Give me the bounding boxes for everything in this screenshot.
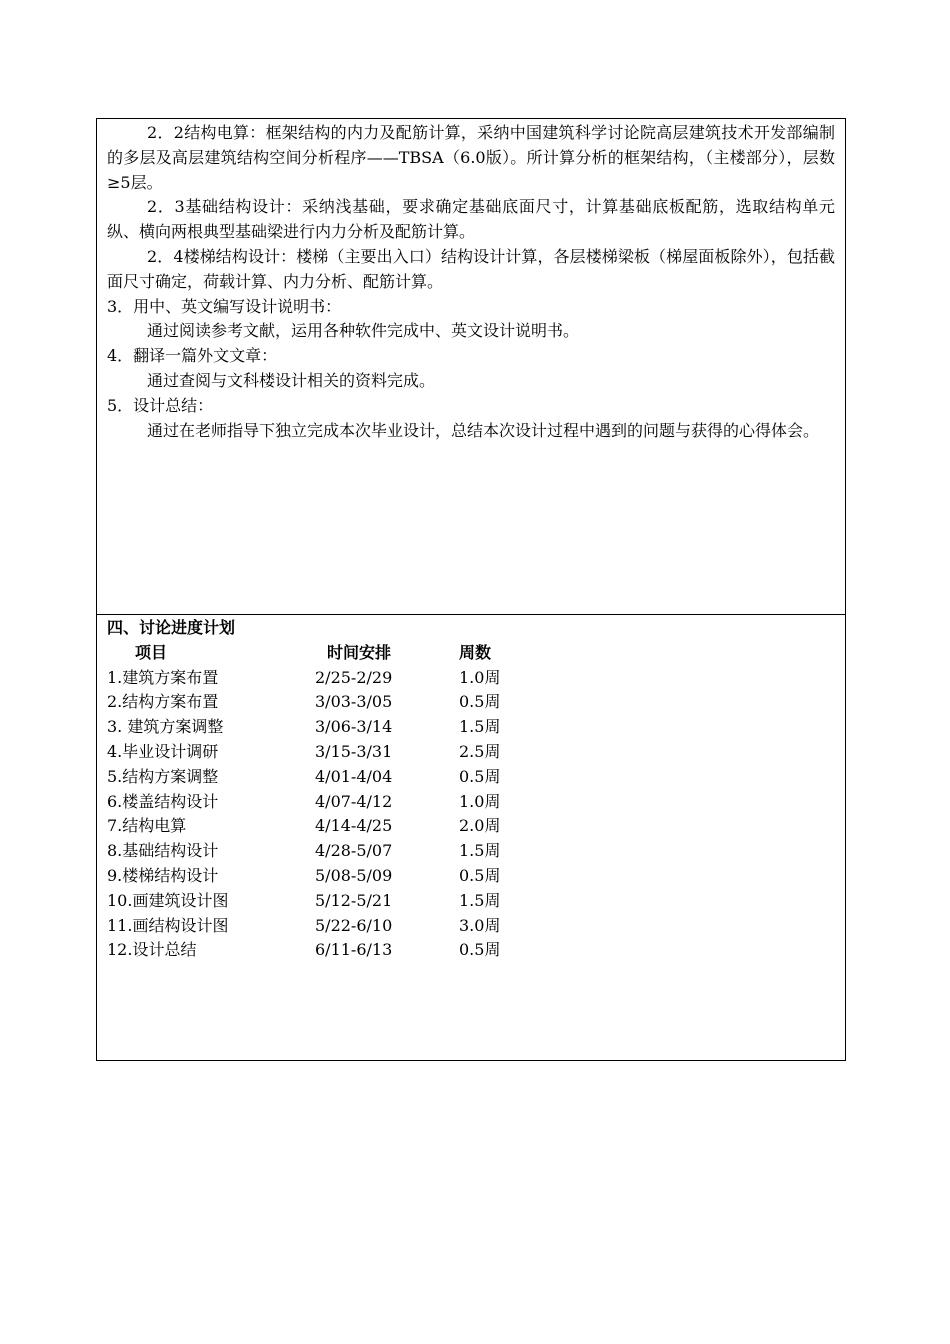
schedule-row	[107, 864, 835, 889]
header-item: 项目	[135, 642, 168, 662]
item-5-body: 通过在老师指导下独立完成本次毕业设计，总结本次设计过程中遇到的问题与获得的心得体会。	[147, 420, 820, 440]
schedule-weeks: 2.0周	[459, 816, 501, 836]
schedule-time: 3/06-3/14	[315, 717, 393, 737]
schedule-rows	[107, 666, 835, 964]
item-3-title: 3．用中、英文编写设计说明书：	[107, 296, 342, 316]
schedule-item: 12.设计总结	[107, 940, 197, 960]
paragraph-structure-computation: 2．2结构电算：框架结构的内力及配筋计算，采纳中国建筑科学讨论院高层建筑技术开发部编制的多层及高层建筑结构空间分析程序——TBSA（6.0版）。所计算分析的框架结构，（主楼部分），层数≥5层。	[107, 123, 835, 192]
schedule-weeks: 0.5周	[459, 940, 501, 960]
schedule-time: 4/07-4/12	[315, 791, 393, 811]
paragraph-foundation-design: 2．3基础结构设计：采纳浅基础，要求确定基础底面尺寸，计算基础底板配筋，选取结构单元纵、横向两根典型基础梁进行内力分析及配筋计算。	[107, 197, 835, 242]
schedule-item: 5.结构方案调整	[107, 766, 219, 786]
schedule-row	[107, 814, 835, 839]
schedule-row	[107, 715, 835, 740]
item-3-body: 通过阅读参考文献，运用各种软件完成中、英文设计说明书。	[147, 321, 580, 341]
schedule-header-row	[107, 641, 835, 666]
schedule-item: 8.基础结构设计	[107, 841, 219, 861]
schedule-weeks: 1.0周	[459, 791, 501, 811]
schedule-item: 10.画建筑设计图	[107, 890, 229, 910]
schedule-time: 2/25-2/29	[315, 667, 393, 687]
schedule-title: 四、讨论进度计划	[107, 618, 236, 637]
schedule-row	[107, 740, 835, 765]
schedule-row	[107, 666, 835, 691]
schedule-row	[107, 889, 835, 914]
schedule-weeks: 1.5周	[459, 890, 501, 910]
schedule-weeks: 1.5周	[459, 841, 501, 861]
schedule-weeks: 0.5周	[459, 766, 501, 786]
schedule-time: 4/28-5/07	[315, 841, 393, 861]
schedule-time: 4/01-4/04	[315, 766, 393, 786]
schedule-weeks: 0.5周	[459, 692, 501, 712]
paragraph-stair-design: 2．4楼梯结构设计：楼梯（主要出入口）结构设计计算，各层楼梯梁板（梯屋面板除外），包括截面尺寸确定，荷载计算、内力分析、配筋计算。	[107, 246, 835, 291]
schedule-time: 3/15-3/31	[315, 741, 393, 761]
item-5-title: 5．设计总结：	[107, 395, 214, 415]
schedule-item: 1.建筑方案布置	[107, 667, 219, 687]
schedule-time: 3/03-3/05	[315, 692, 393, 712]
design-content-cell	[97, 119, 845, 615]
item-4-body: 通过查阅与文科楼设计相关的资料完成。	[147, 370, 436, 390]
schedule-weeks: 3.0周	[459, 915, 501, 935]
schedule-item: 4.毕业设计调研	[107, 741, 219, 761]
schedule-time: 5/08-5/09	[315, 865, 393, 885]
schedule-time: 4/14-4/25	[315, 816, 393, 836]
schedule-time: 5/22-6/10	[315, 915, 393, 935]
schedule-cell	[97, 615, 845, 1060]
schedule-item: 6.楼盖结构设计	[107, 791, 219, 811]
schedule-weeks: 0.5周	[459, 865, 501, 885]
schedule-row	[107, 914, 835, 939]
header-weeks: 周数	[459, 642, 492, 662]
schedule-weeks: 1.0周	[459, 667, 501, 687]
schedule-time: 6/11-6/13	[315, 940, 393, 960]
schedule-time: 5/12-5/21	[315, 890, 393, 910]
header-time: 时间安排	[327, 642, 392, 662]
schedule-row	[107, 765, 835, 790]
schedule-row	[107, 790, 835, 815]
task-table	[96, 118, 846, 1061]
schedule-row	[107, 938, 835, 963]
schedule-item: 7.结构电算	[107, 816, 187, 836]
schedule-row	[107, 690, 835, 715]
item-4-title: 4．翻译一篇外文文章：	[107, 346, 278, 366]
schedule-item: 2.结构方案布置	[107, 692, 219, 712]
schedule-item: 11.画结构设计图	[107, 915, 229, 935]
schedule-item: 3. 建筑方案调整	[107, 717, 224, 737]
schedule-weeks: 2.5周	[459, 741, 501, 761]
schedule-row	[107, 839, 835, 864]
schedule-item: 9.楼梯结构设计	[107, 865, 219, 885]
schedule-weeks: 1.5周	[459, 717, 501, 737]
